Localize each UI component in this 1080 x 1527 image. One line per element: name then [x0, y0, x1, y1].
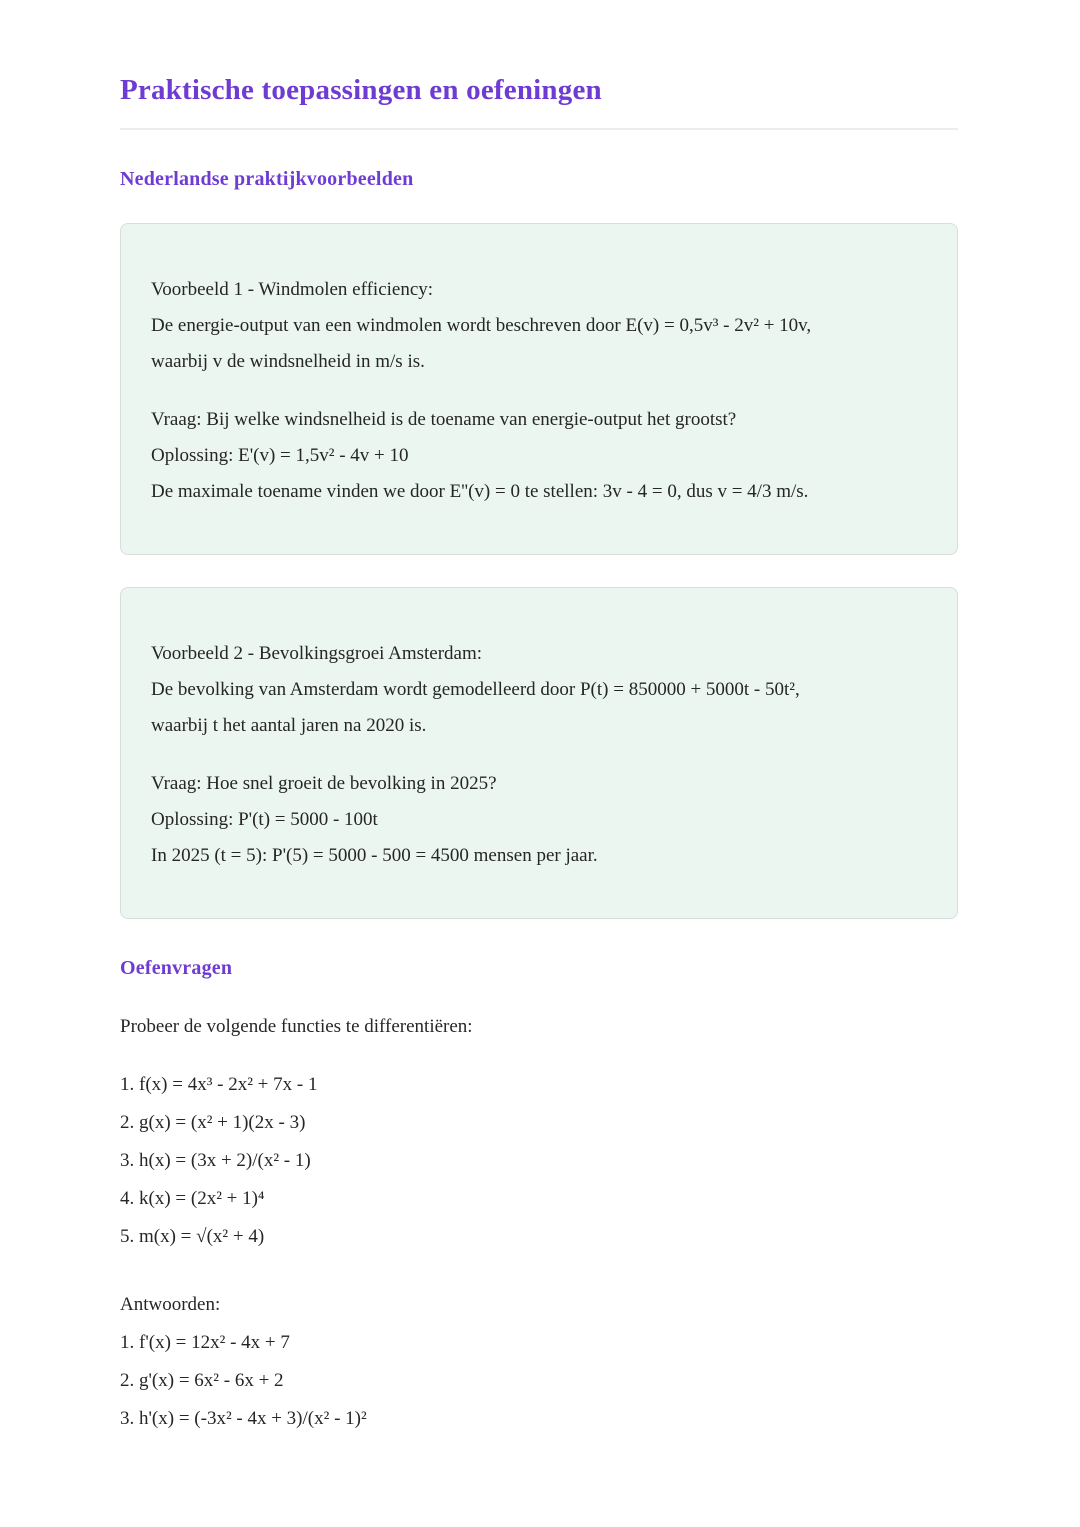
example-2-conclusion-line: In 2025 (t = 5): P'(5) = 5000 - 500 = 4500 mensen per jaar. [151, 845, 598, 867]
example-1-question-line: Vraag: Bij welke windsnelheid is de toename van energie-output het grootst? [151, 409, 737, 431]
exercise-item-4: 4. k(x) = (2x² + 1)⁴ [120, 1188, 265, 1210]
example-1-formula-line: De energie-output van een windmolen wordt beschreven door E(v) = 0,5v³ - 2v² + 10v, [151, 315, 812, 337]
example-2-question-line: Vraag: Hoe snel groeit de bevolking in 2025? [151, 773, 497, 795]
study-notes-page [120, 0, 958, 1438]
example-1-formula-line-cont: waarbij v de windsnelheid in m/s is. [151, 351, 425, 373]
example-card-windmolen [120, 223, 958, 555]
example-2-formula-line-cont: waarbij t het aantal jaren na 2020 is. [151, 715, 427, 737]
example-1-title-line: Voorbeeld 1 - Windmolen efficiency: [151, 279, 434, 301]
exercise-item-2: 2. g(x) = (x² + 1)(2x - 3) [120, 1112, 306, 1134]
section-heading-praktijkvoorbeelden: Nederlandse praktijkvoorbeelden [120, 168, 414, 191]
example-2-description [151, 636, 927, 744]
exercise-item-5: 5. m(x) = √(x² + 4) [120, 1226, 265, 1248]
page-title: Praktische toepassingen en oefeningen [120, 74, 602, 106]
example-2-title-line: Voorbeeld 2 - Bevolkingsgroei Amsterdam: [151, 643, 483, 665]
example-1-description [151, 272, 927, 380]
example-2-solution-line: Oplossing: P'(t) = 5000 - 100t [151, 809, 378, 831]
answers-label: Antwoorden: [120, 1294, 221, 1316]
answer-item-1: 1. f'(x) = 12x² - 4x + 7 [120, 1332, 290, 1354]
example-card-bevolkingsgroei [120, 587, 958, 919]
answer-item-3: 3. h'(x) = (-3x² - 4x + 3)/(x² - 1)² [120, 1408, 367, 1430]
example-2-formula-line: De bevolking van Amsterdam wordt gemodelleerd door P(t) = 850000 + 5000t - 50t², [151, 679, 800, 701]
section-heading-oefenvragen: Oefenvragen [120, 957, 233, 980]
answer-list [120, 1324, 958, 1438]
exercise-list [120, 1066, 958, 1256]
title-divider [120, 128, 958, 130]
exercise-item-3: 3. h(x) = (3x + 2)/(x² - 1) [120, 1150, 311, 1172]
exercises-intro: Probeer de volgende functies te differentiëren: [120, 1016, 473, 1038]
exercise-item-1: 1. f(x) = 4x³ - 2x² + 7x - 1 [120, 1074, 318, 1096]
example-1-solution [151, 402, 927, 510]
example-1-conclusion-line: De maximale toename vinden we door E''(v) = 0 te stellen: 3v - 4 = 0, dus v = 4/3 m/s. [151, 481, 809, 503]
example-1-solution-line: Oplossing: E'(v) = 1,5v² - 4v + 10 [151, 445, 409, 467]
example-2-solution [151, 766, 927, 874]
answer-item-2: 2. g'(x) = 6x² - 6x + 2 [120, 1370, 284, 1392]
